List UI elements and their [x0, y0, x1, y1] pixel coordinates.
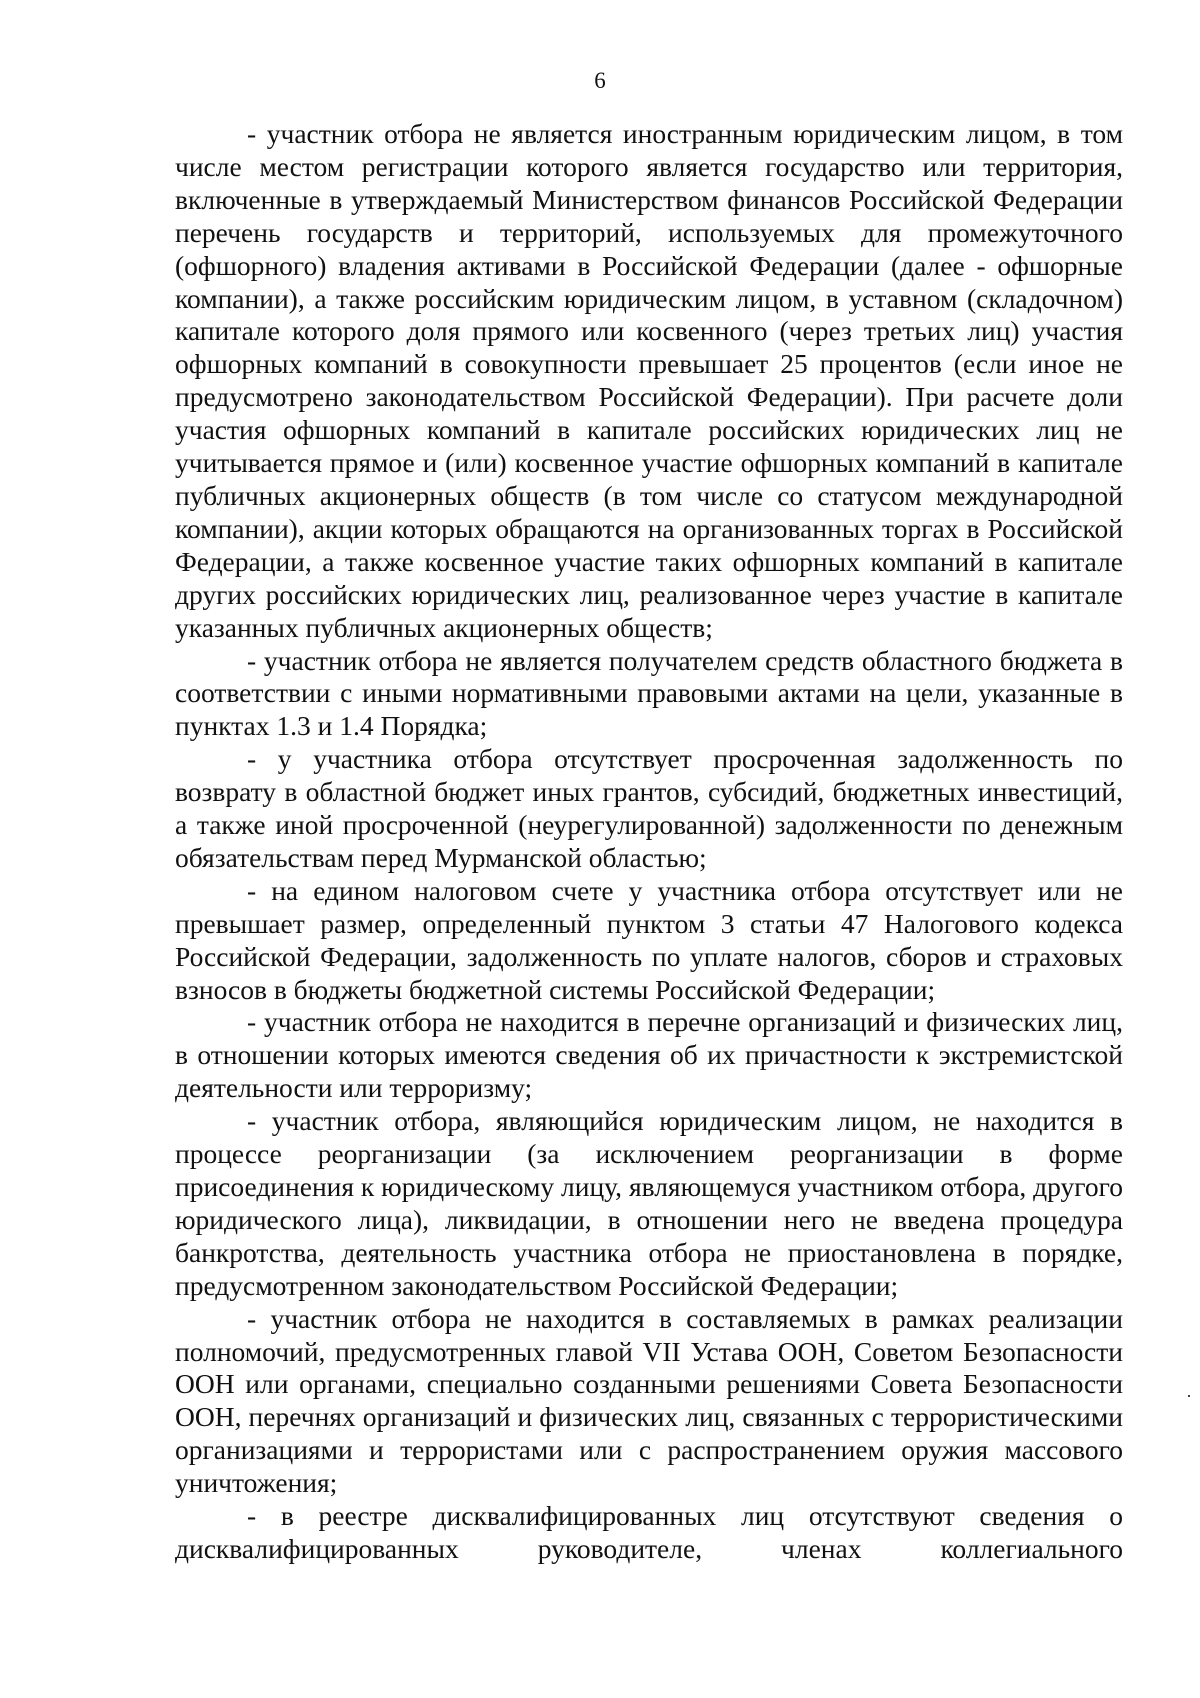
page-number: 6	[594, 68, 606, 93]
document-body	[175, 118, 1123, 1566]
paragraph-un-sanctions: - участник отбора не находится в составляемых в рамках реализации полномочий, предусмотренных главой VII Устава ООН, Советом Безопасности ООН или органами, специально созданными решениями Совета Безопасности ООН, перечнях организаций и физических лиц, связанных с террористическими организациями и террористами или с распространением оружия массового уничтожения;	[175, 1302, 1123, 1499]
paragraph-budget-recipient: - участник отбора не является получателем средств областного бюджета в соответствии с иными нормативными правовыми актами на цели, указанные в пунктах 1.3 и 1.4 Порядка;	[175, 644, 1123, 742]
paragraph-extremism-list: - участник отбора не находится в перечне организаций и физических лиц, в отношении которых имеются сведения об их причастности к экстремистской деятельности или терроризму;	[175, 1006, 1123, 1104]
paragraph-disqualified-registry: - в реестре дисквалифицированных лиц отсутствуют сведения о дисквалифицированных руководителе, членах коллегиального	[175, 1500, 1123, 1564]
paragraph-offshore-companies: - участник отбора не является иностранным юридическим лицом, в том числе местом регистрации которого является государство или территория, включенные в утверждаемый Министерством финансов Российской Федерации перечень государств и территорий, используемых для промежуточного (офшорного) владения активами в Российской Федерации (далее - офшорные компании), а также российским юридическим лицом, в уставном (складочном) капитале которого доля прямого или косвенного (через третьих лиц) участия офшорных компаний в совокупности превышает 25 процентов (если иное не предусмотрено законодательством Российской Федерации). При расчете доли участия офшорных компаний в капитале российских юридических лиц не учитывается прямое и (или) косвенное участие офшорных компаний в капитале публичных акционерных обществ (в том числе со статусом международной компании), акции которых обращаются на организованных торгах в Российской Федерации, а также косвенное участие таких офшорных компаний в капитале других российских юридических лиц, реализованное через участие в капитале указанных публичных акционерных обществ;	[175, 118, 1123, 643]
paragraph-reorganization: - участник отбора, являющийся юридическим лицом, не находится в процессе реорганизации (за исключением реорганизации в форме присоединения к юридическому лицу, являющемуся участником отбора, другого юридического лица), ликвидации, в отношении него не введена процедура банкротства, деятельность участника отбора не приостановлена в порядке, предусмотренном законодательством Российской Федерации;	[175, 1105, 1123, 1301]
paragraph-tax-account: - на едином налоговом счете у участника отбора отсутствует или не превышает размер, определенный пунктом 3 статьи 47 Налогового кодекса Российской Федерации, задолженность по уплате налогов, сборов и страховых взносов в бюджеты бюджетной системы Российской Федерации;	[175, 874, 1123, 1005]
paragraph-overdue-debt: - у участника отбора отсутствует просроченная задолженность по возврату в областной бюджет иных грантов, субсидий, бюджетных инвестиций, а также иной просроченной (неурегулированной) задолженности по денежным обязательствам перед Мурманской областью;	[175, 743, 1123, 873]
scan-speck	[1188, 1395, 1190, 1397]
